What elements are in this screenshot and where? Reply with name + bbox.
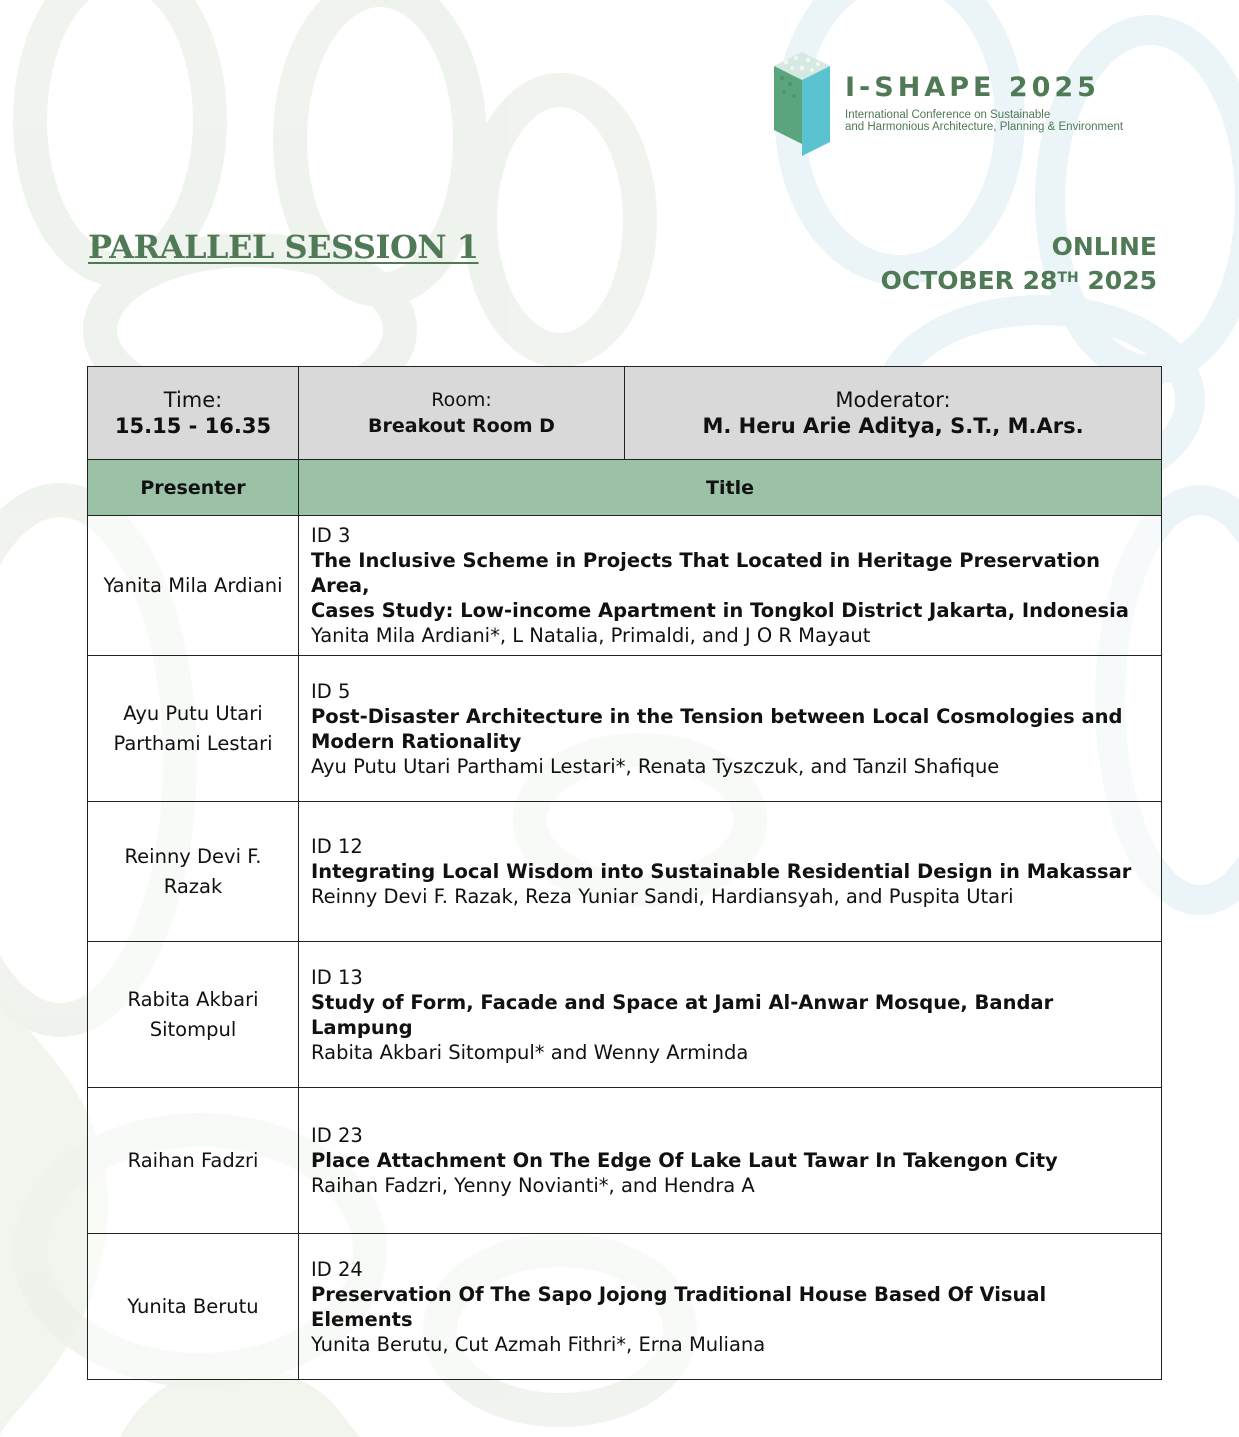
table-row	[88, 1088, 1162, 1234]
paper-id: ID 3	[311, 524, 351, 547]
session-mode-date	[881, 230, 1157, 298]
presenter-cell	[88, 942, 299, 1088]
paper-authors: Reinny Devi F. Razak, Reza Yuniar Sandi, Hardiansyah, and Puspita Utari	[311, 885, 1014, 908]
paper-cell	[299, 802, 1162, 942]
paper-id: ID 24	[311, 1257, 363, 1281]
room-cell	[299, 367, 625, 460]
paper-title-line: Study of Form, Facade and Space at Jami Al-Anwar Mosque, Bandar Lampung	[311, 990, 1054, 1039]
presenter-name-line: Razak	[163, 874, 223, 898]
presenter-name-line: Ayu Putu Utari	[123, 701, 263, 725]
presenter-name-line: Parthami Lestari	[113, 731, 273, 755]
time-cell	[88, 367, 299, 460]
paper-id: ID 5	[311, 679, 351, 703]
title-column-header: Title	[299, 460, 1162, 516]
room-value: Breakout Room D	[368, 414, 555, 437]
presenter-name: Yunita Berutu	[127, 1294, 259, 1318]
table-row	[88, 1234, 1162, 1380]
date-year: 2025	[1078, 266, 1157, 295]
schedule-table	[87, 366, 1162, 1380]
paper-cell	[299, 1234, 1162, 1380]
paper-cell	[299, 1088, 1162, 1234]
table-row	[88, 516, 1162, 656]
logo-title: I-SHAPE 2025	[845, 72, 1100, 103]
paper-title-line: Preservation Of The Sapo Jojong Traditional House Based Of Visual Elements	[311, 1282, 1047, 1331]
paper-cell	[299, 656, 1162, 802]
moderator-value: M. Heru Arie Aditya, S.T., M.Ars.	[702, 413, 1084, 438]
session-title: PARALLEL SESSION 1	[88, 228, 479, 266]
column-header-row	[88, 460, 1162, 516]
session-mode: ONLINE	[1051, 232, 1157, 261]
date-prefix: OCTOBER 28	[880, 266, 1058, 295]
table-row	[88, 802, 1162, 942]
paper-title-line: Cases Study: Low-income Apartment in Tongkol District Jakarta, Indonesia	[311, 599, 1129, 622]
presenter-cell	[88, 1234, 299, 1380]
presenter-name-line: Reinny Devi F.	[124, 844, 262, 868]
cube-logo-icon	[772, 52, 832, 160]
table-row	[88, 942, 1162, 1088]
session-date	[881, 264, 1157, 298]
paper-authors: Yunita Berutu, Cut Azmah Fithri*, Erna Muliana	[311, 1332, 766, 1356]
logo-subtitle	[845, 109, 1123, 133]
paper-title-line: Place Attachment On The Edge Of Lake Laut Tawar In Takengon City	[311, 1149, 1058, 1172]
paper-title-line: Post-Disaster Architecture in the Tension between Local Cosmologies and	[311, 704, 1123, 728]
presenter-cell	[88, 656, 299, 802]
moderator-label: Moderator:	[835, 387, 951, 412]
date-suffix: TH	[1057, 270, 1079, 286]
paper-title-line: Modern Rationality	[311, 729, 522, 753]
paper-authors: Ayu Putu Utari Parthami Lestari*, Renata Tyszczuk, and Tanzil Shafique	[311, 754, 1000, 778]
paper-authors: Raihan Fadzri, Yenny Novianti*, and Hendra A	[311, 1174, 755, 1197]
paper-authors: Rabita Akbari Sitompul* and Wenny Arminda	[311, 1040, 749, 1064]
paper-cell	[299, 942, 1162, 1088]
paper-cell	[299, 516, 1162, 656]
logo-subtitle-line-2: and Harmonious Architecture, Planning & Environment	[845, 121, 1124, 133]
paper-title-line: The Inclusive Scheme in Projects That Located in Heritage Preservation Area,	[311, 549, 1101, 597]
session-info-row	[88, 367, 1162, 460]
presenter-name-line: Rabita Akbari	[127, 987, 259, 1011]
presenter-name-line: Sitompul	[149, 1017, 237, 1041]
logo-subtitle-line-1: International Conference on Sustainable	[845, 109, 1051, 121]
paper-id: ID 13	[311, 965, 363, 989]
table-row	[88, 656, 1162, 802]
presenter-column-header: Presenter	[88, 460, 299, 516]
presenter-cell	[88, 516, 299, 656]
presenter-cell	[88, 1088, 299, 1234]
moderator-cell	[625, 367, 1162, 460]
paper-title-line: Integrating Local Wisdom into Sustainable Residential Design in Makassar	[311, 860, 1132, 883]
conference-logo	[772, 52, 1172, 162]
paper-authors: Yanita Mila Ardiani*, L Natalia, Primaldi, and J O R Mayaut	[311, 624, 871, 647]
paper-id: ID 12	[311, 835, 363, 858]
presenter-cell	[88, 802, 299, 942]
presenter-name: Yanita Mila Ardiani	[103, 573, 283, 597]
room-label: Room:	[431, 388, 492, 411]
paper-id: ID 23	[311, 1124, 363, 1147]
time-label: Time:	[163, 387, 223, 412]
time-value: 15.15 - 16.35	[114, 413, 272, 438]
presenter-name: Raihan Fadzri	[127, 1148, 259, 1172]
